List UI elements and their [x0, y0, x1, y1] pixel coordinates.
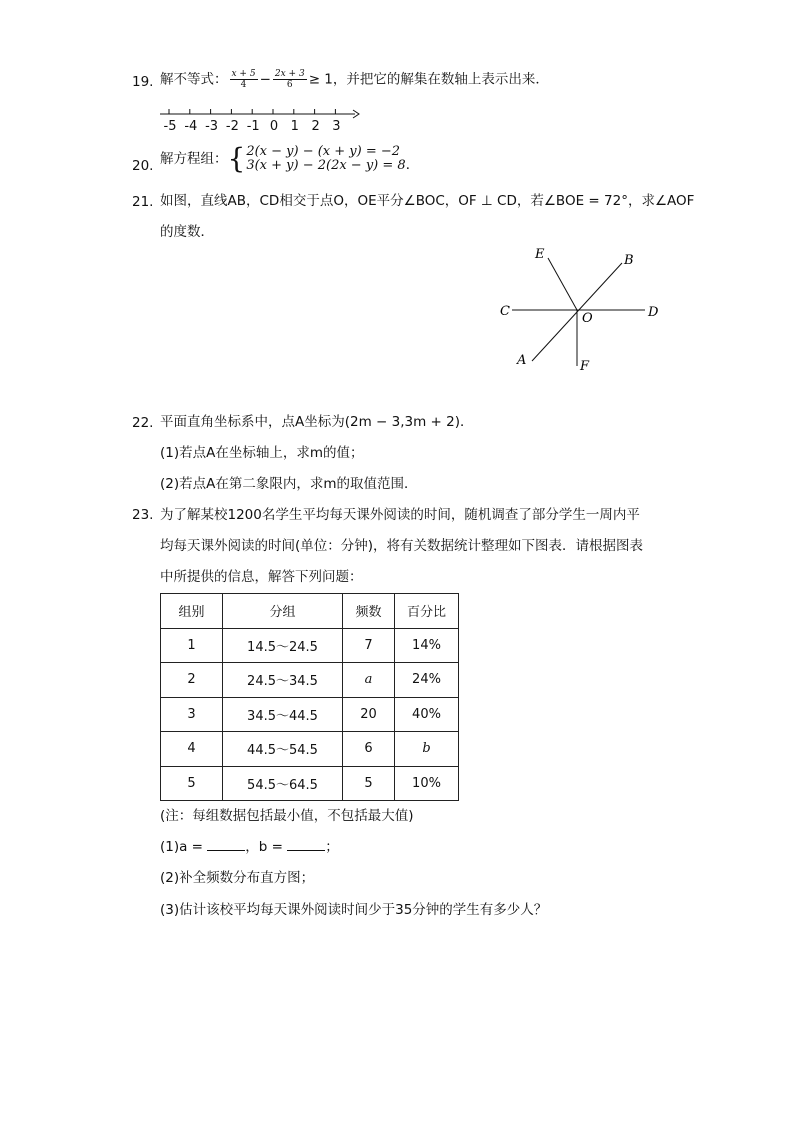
- table-row: [161, 732, 459, 767]
- q20-number: 20.: [132, 158, 154, 174]
- q19-text: [160, 69, 549, 90]
- q19-fraction-2: [273, 69, 307, 90]
- q19-fraction-1: [230, 69, 258, 90]
- q19-frac1-denominator: 4: [240, 80, 247, 90]
- q20-text: [160, 142, 420, 175]
- number-line-label: -5: [163, 119, 177, 134]
- q19-frac1-numerator: x + 5: [231, 69, 256, 79]
- number-line-label: 0: [269, 119, 279, 134]
- label-b: B: [624, 253, 634, 268]
- answer-blank-b: [287, 838, 325, 851]
- number-line-label: 2: [311, 119, 320, 134]
- table-header-row: [161, 594, 459, 629]
- table-cell: a: [343, 663, 395, 698]
- q23-number: 23.: [132, 507, 154, 523]
- brace-icon: {: [227, 142, 246, 175]
- table-cell: 44.5～54.5: [223, 732, 343, 767]
- table-cell: 24%: [395, 663, 459, 698]
- table-row: [161, 697, 459, 732]
- q23-sub1-end: ；: [325, 839, 339, 855]
- table-cell: 5: [343, 766, 395, 801]
- q22-line1: 平面直角坐标系中，点A坐标为(2m − 3,3m + 2)．: [160, 414, 474, 430]
- table-cell: 3: [161, 697, 223, 732]
- q23-sub3: (3)估计该校平均每天课外阅读时间少于35分钟的学生有多少人？: [160, 902, 548, 918]
- number-line-label: -3: [205, 119, 219, 134]
- table-cell: b: [395, 732, 459, 767]
- label-a: A: [517, 353, 527, 368]
- q21-line1: 如图，直线AB，CD相交于点O，OE平分∠BOC，OF ⊥ CD，若∠BOE = 72°，求∠AOF: [160, 193, 695, 209]
- q22-line2: (1)若点A在坐标轴上，求m的值；: [160, 445, 364, 461]
- q22-line3: (2)若点A在第二象限内，求m的取值范围．: [160, 476, 418, 492]
- table-header: 分组: [223, 594, 343, 629]
- table-cell: 24.5～34.5: [223, 663, 343, 698]
- table-cell: 7: [343, 628, 395, 663]
- label-c: C: [500, 304, 510, 319]
- q23-sub2: (2)补全频数分布直方图；: [160, 870, 315, 886]
- number-line-label: 3: [332, 119, 341, 134]
- label-f: F: [580, 359, 590, 374]
- label-d: D: [648, 305, 659, 320]
- q23-line1: 为了解某校1200名学生平均每天课外阅读的时间，随机调查了部分学生一周内平: [160, 507, 640, 523]
- angle-figure: [495, 240, 670, 375]
- frequency-table: [160, 593, 459, 801]
- table-row: [161, 663, 459, 698]
- table-cell: 14.5～24.5: [223, 628, 343, 663]
- table-cell: 10%: [395, 766, 459, 801]
- table-header: 组别: [161, 594, 223, 629]
- q20-tail: ．: [405, 157, 420, 173]
- label-e: E: [535, 247, 545, 262]
- number-line-label: -1: [246, 119, 260, 134]
- number-line-label: -4: [184, 119, 198, 134]
- table-cell: 6: [343, 732, 395, 767]
- number-line-label: 1: [290, 119, 299, 134]
- q19-minus: −: [259, 71, 271, 88]
- q22-number: 22.: [132, 415, 154, 431]
- q19-number: 19.: [132, 74, 154, 90]
- q23-line3: 中所提供的信息，解答下列问题：: [160, 569, 363, 585]
- table-cell: 2: [161, 663, 223, 698]
- q19-frac2-denominator: 6: [286, 80, 293, 90]
- table-cell: 20: [343, 697, 395, 732]
- table-header: 频数: [343, 594, 395, 629]
- q23-line2: 均每天课外阅读的时间(单位：分钟)，将有关数据统计整理如下图表．请根据图表: [160, 538, 644, 554]
- number-line-label: -2: [225, 119, 239, 134]
- table-row: [161, 766, 459, 801]
- q23-note: (注：每组数据包括最小值，不包括最大值): [160, 808, 414, 824]
- table-header: 百分比: [395, 594, 459, 629]
- q20-eq2: 3(x + y) − 2(2x − y) = 8: [246, 158, 406, 173]
- table-cell: 4: [161, 732, 223, 767]
- q20-eq1: 2(x − y) − (x + y) = −2: [246, 144, 401, 159]
- q21-number: 21.: [132, 194, 154, 210]
- answer-blank-a: [207, 838, 245, 851]
- table-cell: 34.5～44.5: [223, 697, 343, 732]
- q20-lead: 解方程组：: [160, 151, 228, 167]
- q23-sub1-b-label: ，b =: [245, 839, 288, 855]
- label-o: O: [582, 311, 593, 326]
- q20-system: [246, 145, 405, 173]
- q23-sub1: [160, 838, 339, 856]
- table-cell: 1: [161, 628, 223, 663]
- number-line-ticks: [169, 109, 335, 114]
- q19-frac2-numerator: 2x + 3: [274, 69, 305, 79]
- table-cell: 5: [161, 766, 223, 801]
- table-cell: 40%: [395, 697, 459, 732]
- table-row: [161, 628, 459, 663]
- table-cell: 54.5～64.5: [223, 766, 343, 801]
- q19-tail: ，并把它的解集在数轴上表示出来．: [332, 71, 549, 88]
- q19-rhs: ≥ 1: [308, 71, 333, 88]
- q23-sub1-a-label: (1)a =: [160, 839, 208, 855]
- table-cell: 14%: [395, 628, 459, 663]
- q21-line2: 的度数．: [160, 224, 214, 240]
- q19-lead: 解不等式：: [160, 71, 228, 88]
- ray-oe: [548, 258, 577, 310]
